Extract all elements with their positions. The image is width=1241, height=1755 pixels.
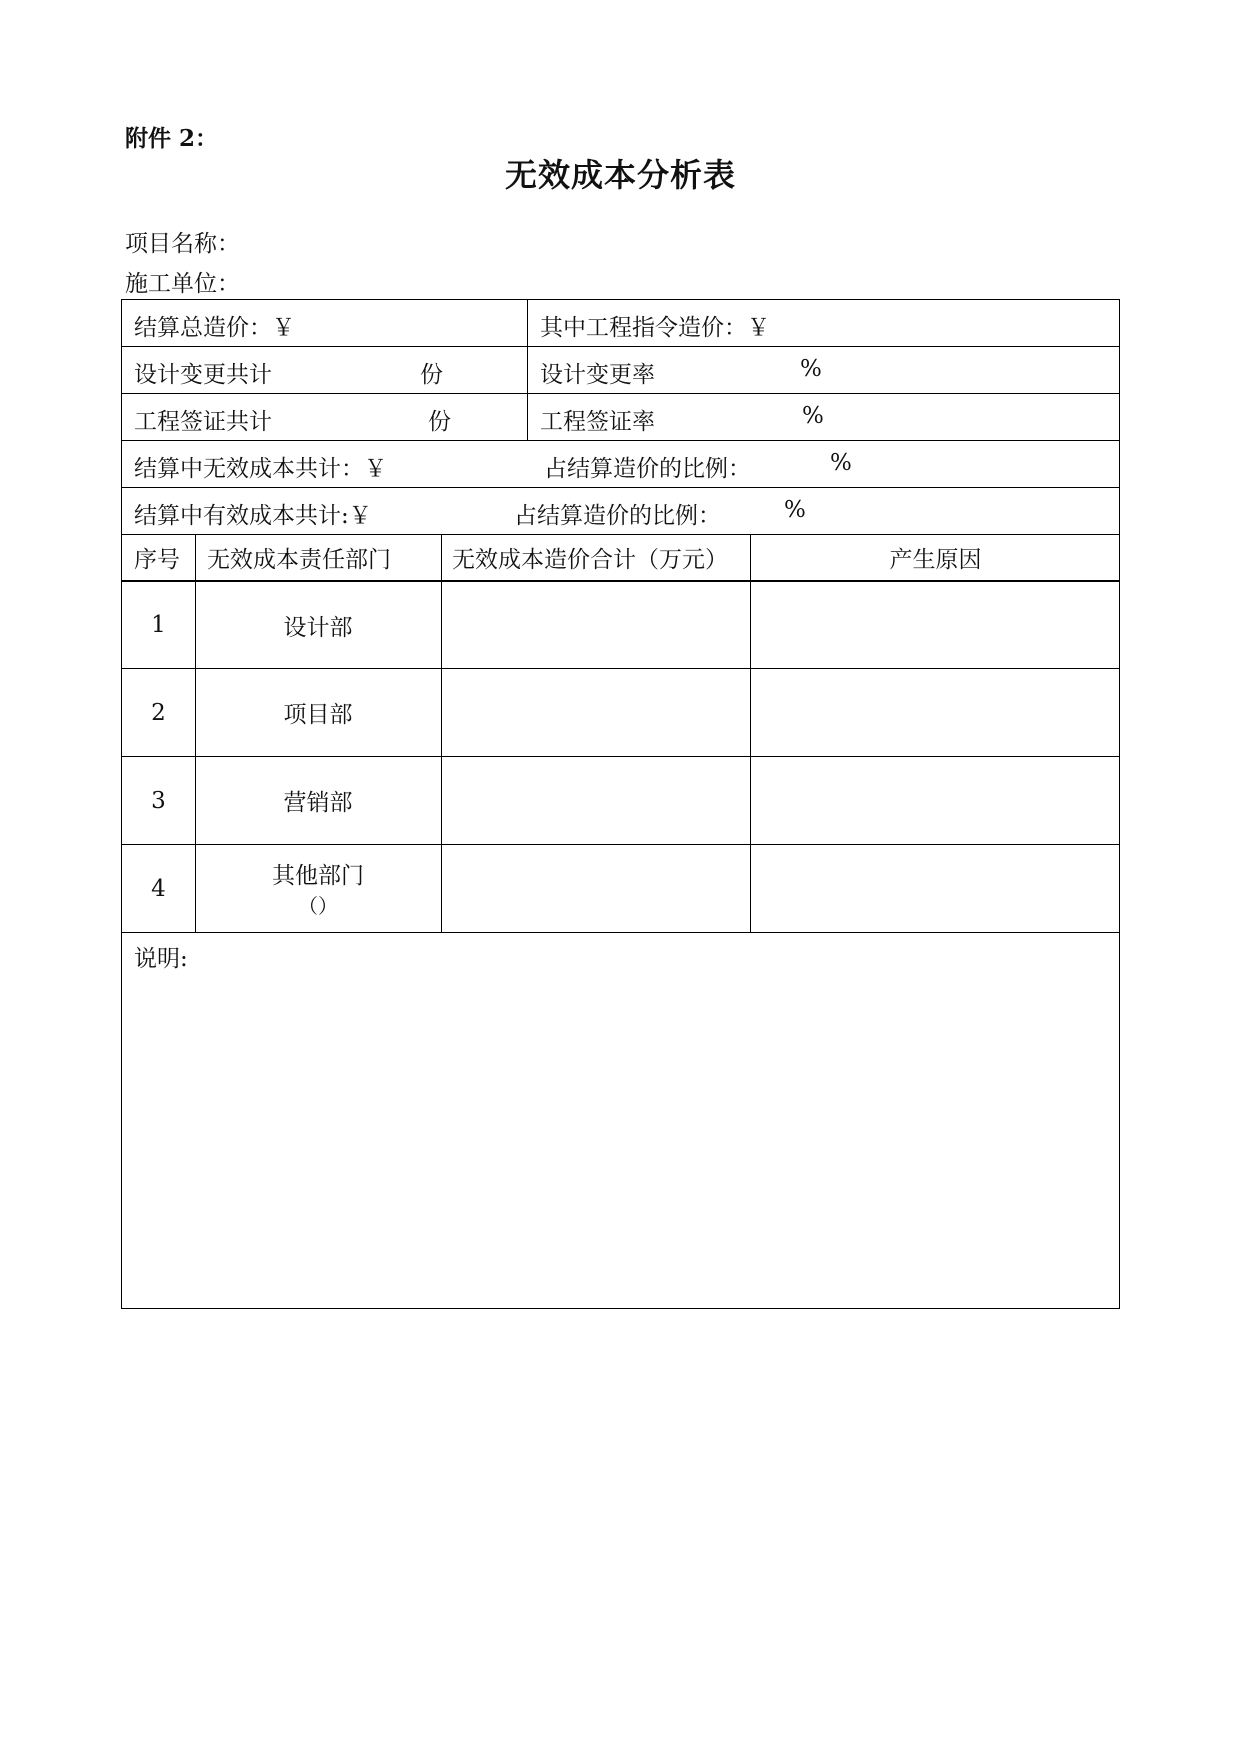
attachment-label: 附件 2： <box>125 125 219 152</box>
invalid-total-label: 结算中无效成本共计：￥ <box>134 456 387 482</box>
header-dept: 无效成本责任部门 <box>207 546 391 573</box>
row-no: 1 <box>151 612 166 638</box>
visa-rate-unit: % <box>802 403 824 429</box>
visa-count-unit: 份 <box>428 409 451 435</box>
project-name-label: 项目名称： <box>125 231 240 257</box>
valid-ratio-unit: % <box>784 497 806 523</box>
row-no: 4 <box>151 875 166 902</box>
visa-count-label: 工程签证共计 <box>134 409 272 435</box>
design-change-rate-unit: % <box>800 356 822 382</box>
design-change-rate-label: 设计变更率 <box>540 362 655 388</box>
visa-rate-label: 工程签证率 <box>540 409 655 435</box>
design-change-count-unit: 份 <box>420 362 443 388</box>
row-dept: 项目部 <box>283 702 353 728</box>
valid-total-label: 结算中有效成本共计:￥ <box>134 503 372 529</box>
row-dept-sub: （） <box>298 894 338 918</box>
notes-label: 说明: <box>134 946 188 972</box>
cost-analysis-table <box>121 299 1120 1309</box>
total-price-label: 结算总造价：￥ <box>134 315 295 341</box>
design-change-count-label: 设计变更共计 <box>134 362 272 388</box>
row-no: 2 <box>151 699 166 726</box>
row-dept: 设计部 <box>283 614 353 641</box>
row-dept: 营销部 <box>283 790 353 816</box>
invalid-ratio-unit: % <box>830 450 852 476</box>
page-title: 无效成本分析表 <box>504 156 736 194</box>
row-dept: 其他部门 <box>272 863 364 889</box>
order-price-label: 其中工程指令造价：￥ <box>540 315 770 341</box>
invalid-ratio-label: 占结算造价的比例： <box>544 456 751 482</box>
valid-ratio-label: 占结算造价的比例： <box>514 503 721 529</box>
contractor-label: 施工单位： <box>125 271 240 297</box>
row-no: 3 <box>151 787 166 814</box>
header-reason: 产生原因 <box>889 546 982 573</box>
header-cost: 无效成本造价合计（万元） <box>452 546 728 573</box>
header-no: 序号 <box>134 546 180 573</box>
